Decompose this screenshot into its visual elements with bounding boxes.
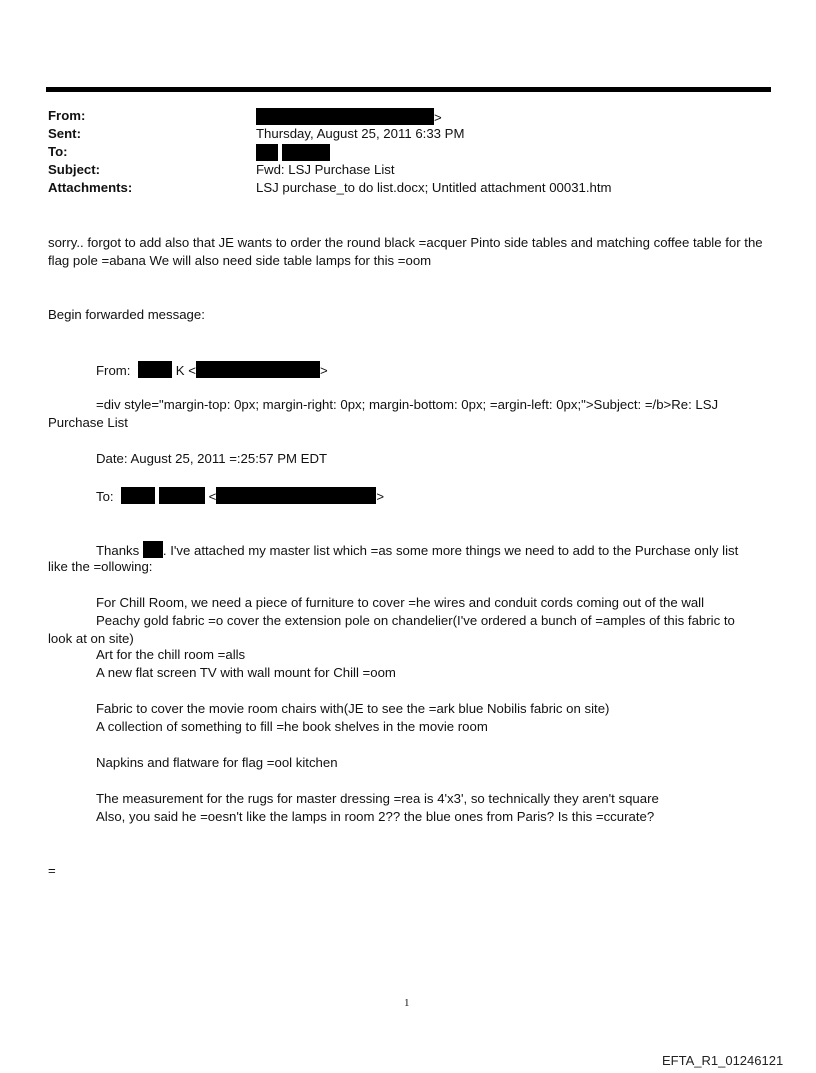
list-item: Fabric to cover the movie room chairs with(JE to see the =ark blue Nobilis fabric on site) (96, 701, 610, 716)
to-label: To: (48, 144, 68, 159)
list-item: A collection of something to fill =he book shelves in the movie room (96, 719, 488, 734)
list-item: For Chill Room, we need a piece of furniture to cover =he wires and conduit cords coming out of the wall (96, 595, 705, 610)
redaction (256, 144, 278, 161)
div-style-line: =div style="margin-top: 0px; margin-right: 0px; margin-bottom: 0px; =argin-left: 0px;">Subject: =/b>Re: LSJ (96, 397, 719, 412)
redaction (143, 541, 163, 558)
redaction (256, 108, 434, 125)
intro-paragraph: sorry.. forgot to add also that JE wants to order the round black =acquer Pinto side tables and matching coffee table for the flag pole =abana We will also need side table lamps for this =oom (48, 235, 763, 268)
attachments-value: LSJ purchase_to do list.docx; Untitled attachment 00031.htm (256, 180, 612, 195)
from-value: > (256, 108, 442, 125)
equals-sign: = (48, 863, 56, 878)
from-label: From: (48, 108, 86, 123)
redaction (196, 361, 320, 378)
list-item: Also, you said he =oesn't like the lamps in room 2?? the blue ones from Paris? Is this =ccurate? (96, 809, 655, 824)
list-item: The measurement for the rugs for master dressing =rea is 4'x3', so technically they aren't square (96, 791, 659, 806)
sent-value: Thursday, August 25, 2011 6:33 PM (256, 126, 465, 141)
page-number: 1 (404, 997, 410, 1009)
bates-number: EFTA_R1_01246121 (662, 1053, 784, 1068)
fwd-from-line: From: K < > (96, 363, 328, 378)
redaction (216, 487, 376, 504)
fwd-to-label: To: (96, 489, 114, 504)
redaction (159, 487, 205, 504)
fwd-from-label: From: (96, 363, 131, 378)
header-rule (46, 87, 771, 92)
list-item: Art for the chill room =alls (96, 647, 246, 662)
thanks-line-cont: like the =ollowing: (48, 559, 153, 574)
subject-label: Subject: (48, 162, 101, 177)
redaction (138, 361, 172, 378)
forward-heading: Begin forwarded message: (48, 307, 205, 322)
list-item: Napkins and flatware for flag =ool kitchen (96, 755, 338, 770)
redaction (121, 487, 155, 504)
attachments-label: Attachments: (48, 180, 133, 195)
div-style-line-cont: Purchase List (48, 415, 128, 430)
list-item: A new flat screen TV with wall mount for Chill =oom (96, 665, 396, 680)
list-item: Peachy gold fabric =o cover the extension pole on chandelier(I've ordered a bunch of =amples of this fabric to (96, 613, 735, 628)
subject-value: Fwd: LSJ Purchase List (256, 162, 395, 177)
fwd-from-name: K < (175, 363, 196, 378)
to-value (256, 144, 330, 161)
redaction (282, 144, 330, 161)
date-line: Date: August 25, 2011 =:25:57 PM EDT (96, 451, 328, 466)
fwd-to-line: To: < > (96, 489, 385, 504)
list-item-cont: look at on site) (48, 631, 134, 646)
sent-label: Sent: (48, 126, 81, 141)
thanks-line: Thanks . I've attached my master list which =as some more things we need to add to the Purchase only list (96, 543, 739, 558)
